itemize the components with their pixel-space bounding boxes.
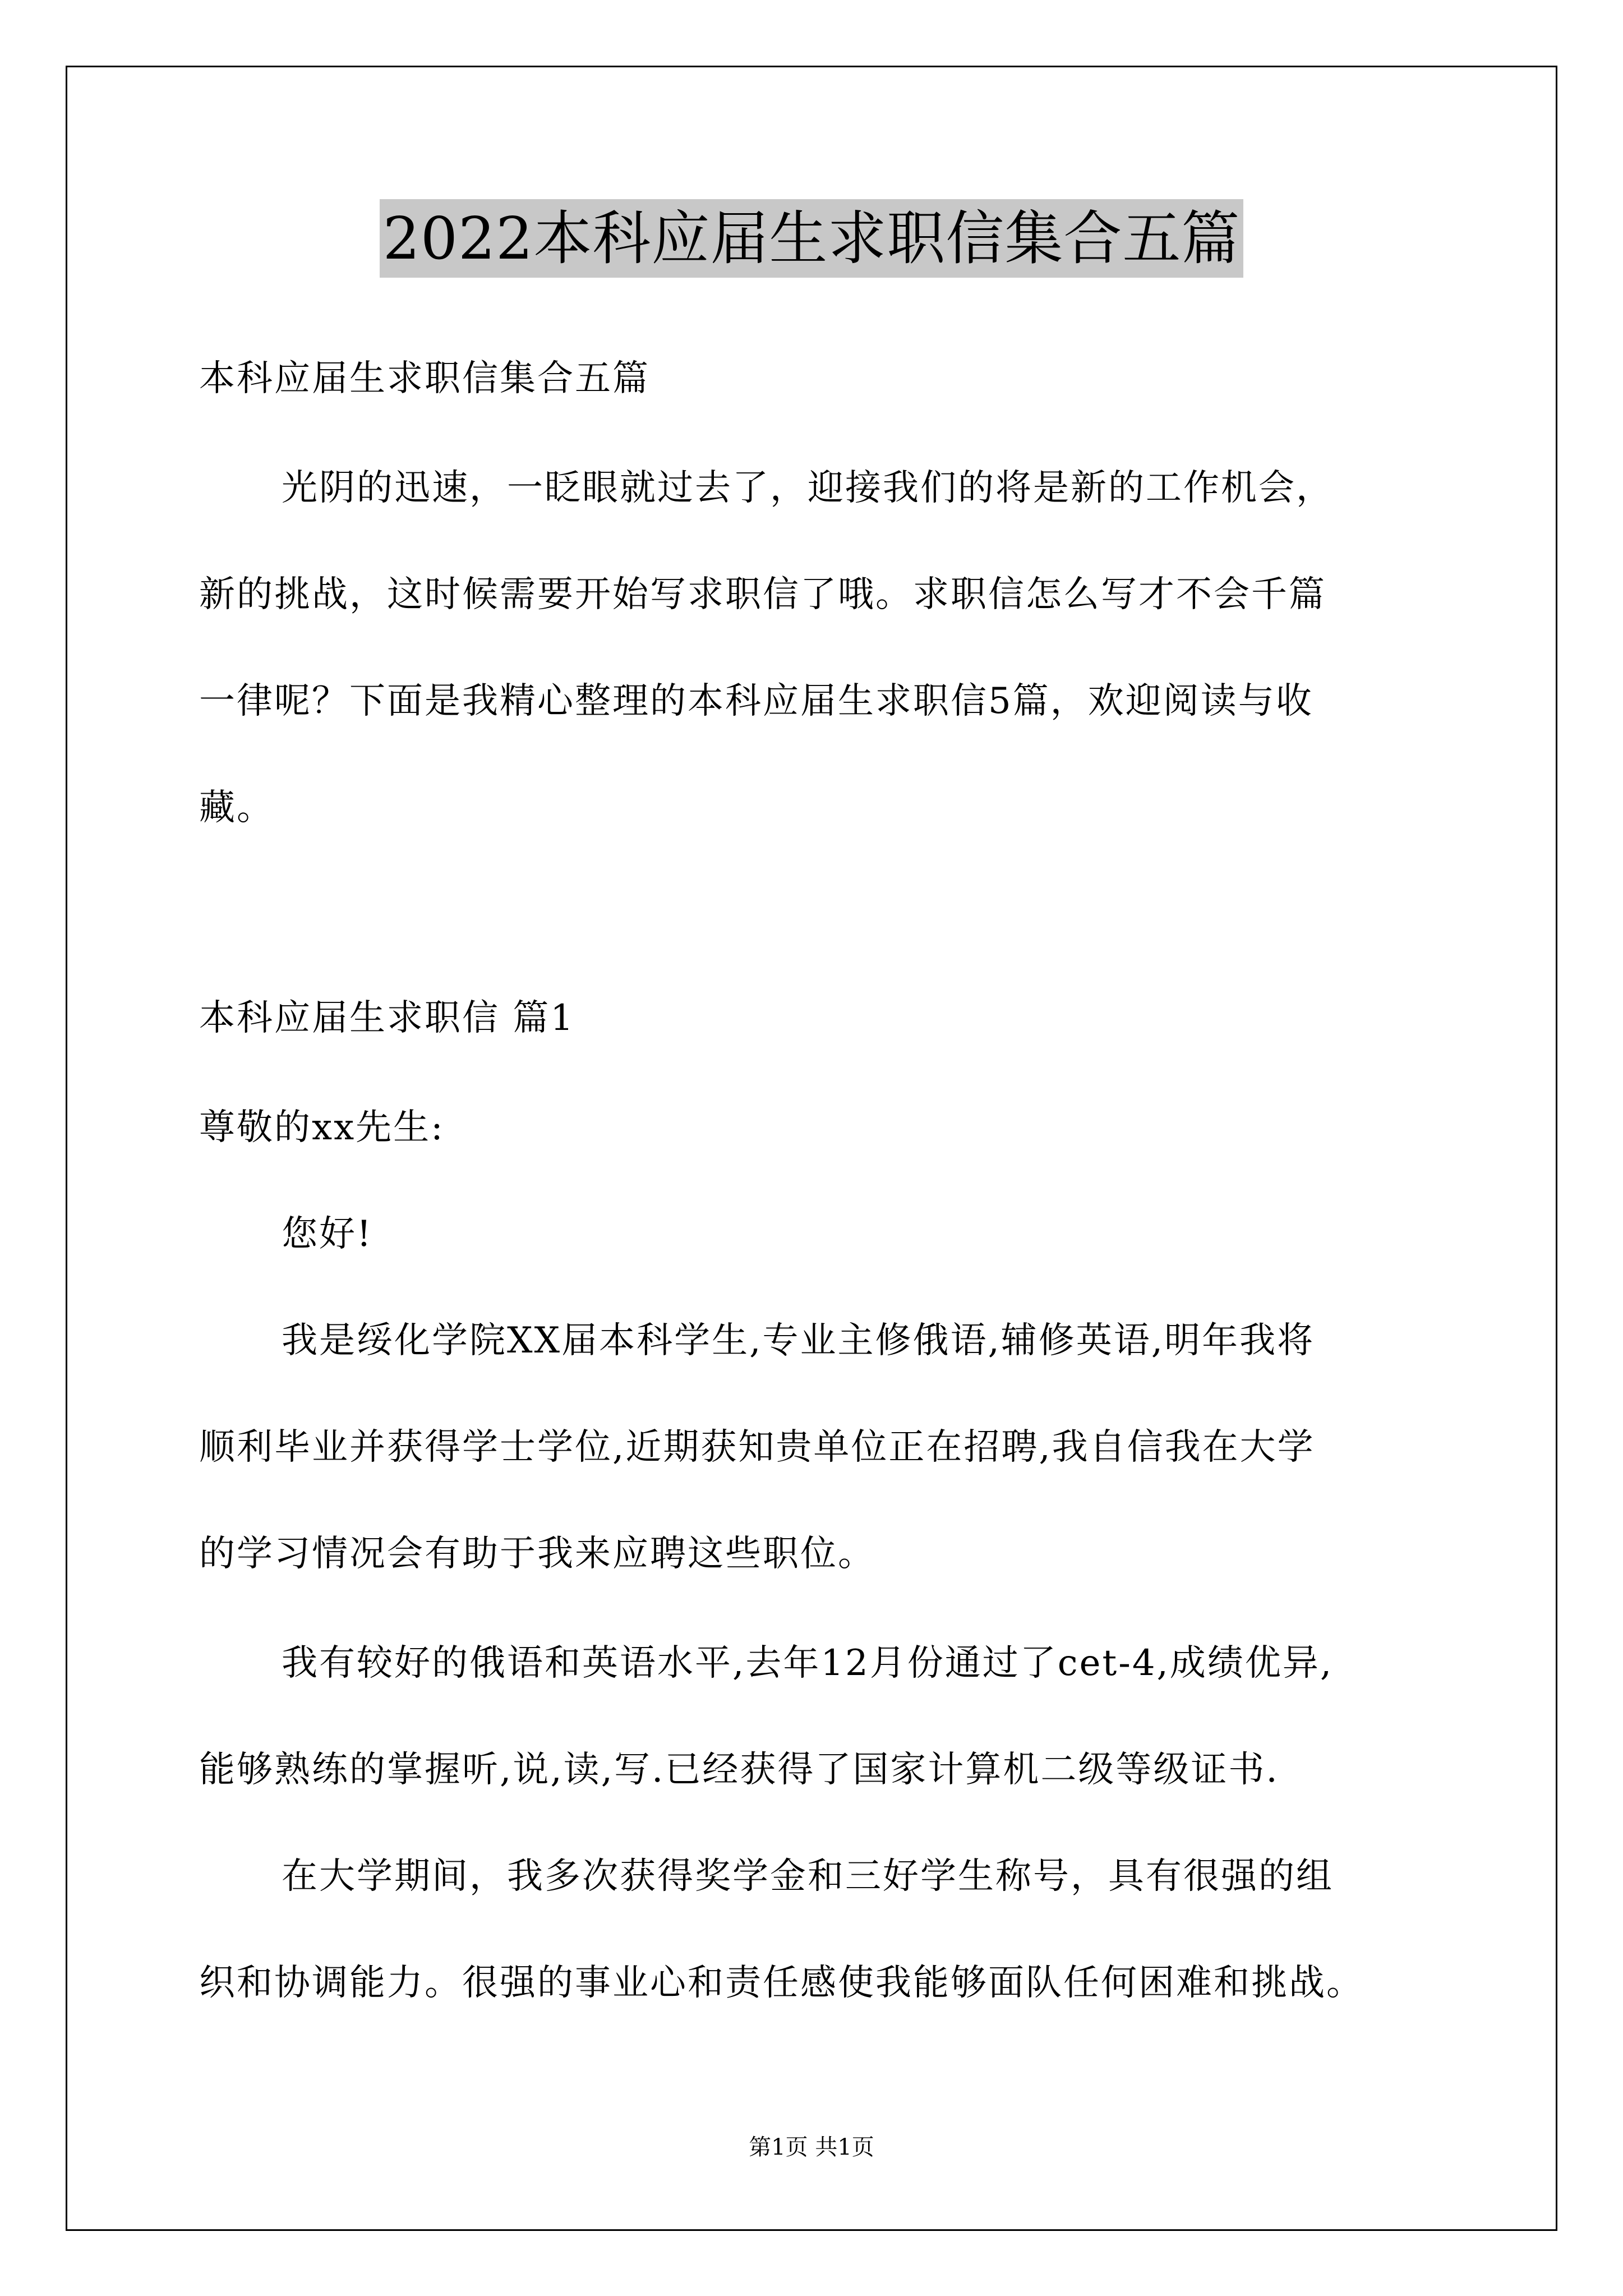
intro-line-2: 新的挑战，这时候需要开始写求职信了哦。求职信怎么写才不会千篇 <box>199 574 1326 615</box>
paragraph1-line-2: 顺利毕业并获得学士学位,近期获知贵单位正在招聘,我自信我在大学 <box>199 1427 1315 1468</box>
document-subtitle: 本科应届生求职信集合五篇 <box>199 358 650 399</box>
salutation: 尊敬的xx先生: <box>199 1107 445 1148</box>
paragraph1-line-1: 我是绥化学院XX届本科学生,专业主修俄语,辅修英语,明年我将 <box>282 1320 1315 1361</box>
paragraph3-line-1: 在大学期间，我多次获得奖学金和三好学生称号，具有很强的组 <box>282 1856 1334 1897</box>
intro-line-3: 一律呢？下面是我精心整理的本科应届生求职信5篇，欢迎阅读与收 <box>199 680 1313 722</box>
page-footer: 第1页 共1页 <box>749 2134 874 2160</box>
paragraph1-line-3: 的学习情况会有助于我来应聘这些职位。 <box>199 1533 875 1575</box>
paragraph3-line-2: 织和协调能力。很强的事业心和责任感使我能够面队任何困难和挑战。 <box>199 1962 1364 2004</box>
title-container <box>0 199 1623 278</box>
greeting: 您好! <box>282 1213 373 1255</box>
paragraph2-line-1: 我有较好的俄语和英语水平,去年12月份通过了cet-4,成绩优异, <box>282 1642 1334 1684</box>
intro-line-1: 光阴的迅速，一眨眼就过去了，迎接我们的将是新的工作机会， <box>282 467 1334 509</box>
paragraph2-line-2: 能够熟练的掌握听,说,读,写.已经获得了国家计算机二级等级证书. <box>199 1749 1279 1791</box>
document-title: 2022本科应届生求职信集合五篇 <box>380 199 1244 278</box>
section-heading: 本科应届生求职信 篇1 <box>199 997 575 1039</box>
intro-line-4: 藏。 <box>199 787 274 829</box>
